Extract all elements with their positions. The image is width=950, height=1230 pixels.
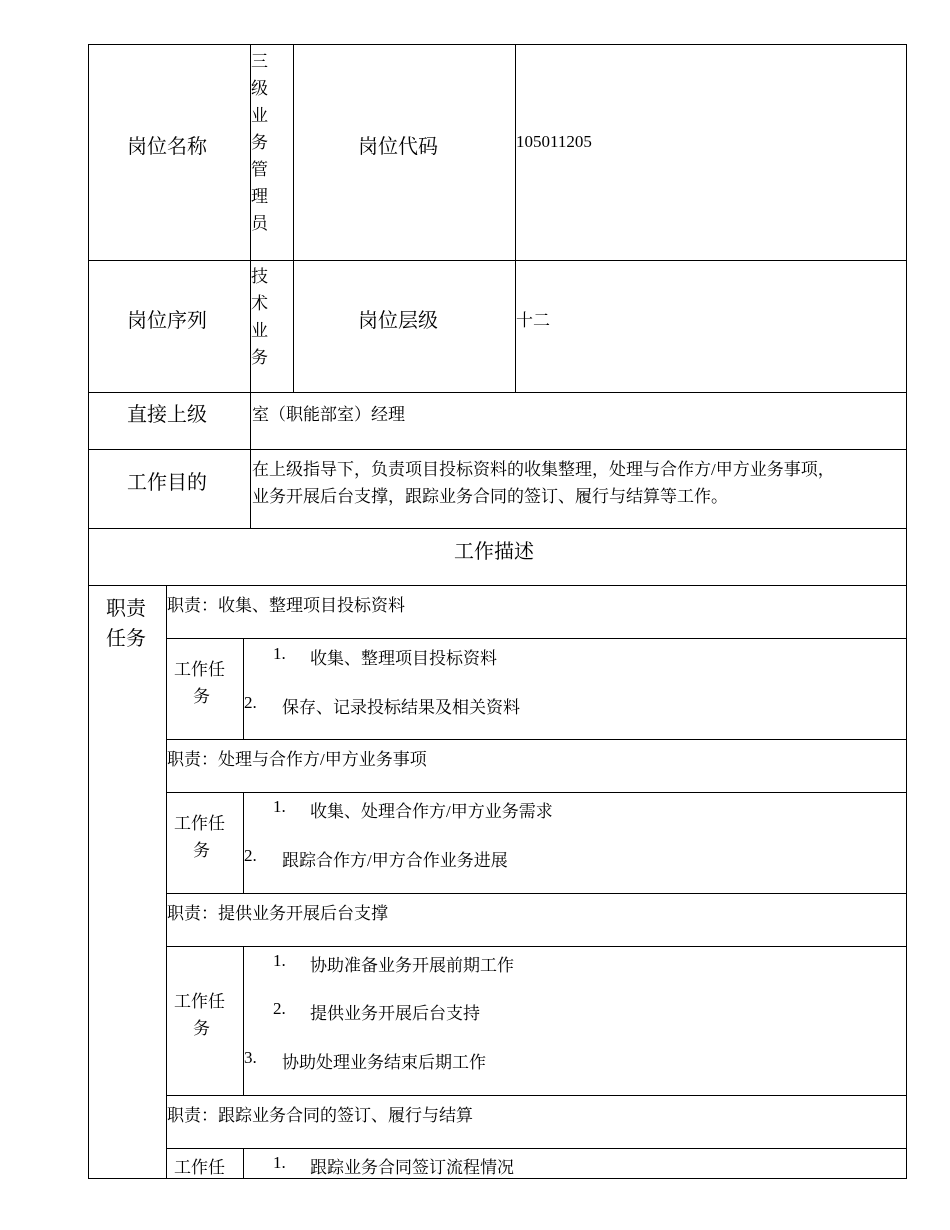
purpose-line-2: 业务开展后台支撑，跟踪业务合同的签订、履行与结算等工作。 <box>252 487 728 506</box>
task-label: 务 <box>193 1019 210 1038</box>
task-text: 协助处理业务结束后期工作 <box>282 1053 486 1072</box>
task-label: 工作任 <box>174 814 225 833</box>
task-text: 收集、整理项目投标资料 <box>310 649 497 668</box>
row-divider <box>166 739 907 740</box>
section-title: 工作描述 <box>454 541 534 563</box>
row-divider <box>166 1095 907 1096</box>
task-label: 工作任 <box>174 992 225 1011</box>
post-level-value: 十二 <box>516 311 550 330</box>
row-divider <box>88 260 907 261</box>
task-number: 1. <box>273 951 286 970</box>
duty-title: 职责：提供业务开展后台支撑 <box>167 904 388 923</box>
purpose-line-1: 在上级指导下，负责项目投标资料的收集整理，处理与合作方/甲方业务事项， <box>252 460 835 479</box>
task-label: 务 <box>193 841 210 860</box>
post-series-value: 技术业务 <box>251 267 268 367</box>
task-text: 协助准备业务开展前期工作 <box>310 956 514 975</box>
superior-value: 室（职能部室）经理 <box>252 405 405 424</box>
duty-title: 职责：处理与合作方/甲方业务事项 <box>167 750 427 769</box>
border-bottom <box>88 1178 907 1179</box>
post-series-label: 岗位序列 <box>127 310 207 332</box>
duty-label-line-1: 职责 <box>106 598 146 620</box>
post-name-value: 三级业务管理员 <box>251 52 268 233</box>
task-number: 2. <box>244 846 257 865</box>
duty-label-line-2: 任务 <box>106 628 146 650</box>
row-divider <box>88 449 907 450</box>
task-text: 保存、记录投标结果及相关资料 <box>282 698 520 717</box>
border-left <box>88 44 89 1179</box>
col-divider <box>166 585 167 1179</box>
task-label: 工作任 <box>174 660 225 679</box>
task-text: 跟踪合作方/甲方合作业务进展 <box>282 851 508 870</box>
purpose-label: 工作目的 <box>127 472 207 494</box>
border-top <box>88 44 907 45</box>
col-divider <box>293 44 294 393</box>
row-divider <box>166 792 907 793</box>
task-text: 收集、处理合作方/甲方业务需求 <box>310 802 553 821</box>
col-divider <box>243 638 244 740</box>
row-divider <box>166 946 907 947</box>
task-number: 1. <box>273 644 286 663</box>
task-text: 提供业务开展后台支持 <box>310 1004 480 1023</box>
post-name-label: 岗位名称 <box>127 136 207 158</box>
task-label: 工作任 <box>174 1158 225 1177</box>
row-divider <box>88 528 907 529</box>
superior-label: 直接上级 <box>127 404 207 426</box>
col-divider <box>515 44 516 393</box>
row-divider <box>166 893 907 894</box>
task-number: 1. <box>273 797 286 816</box>
row-divider <box>88 392 907 393</box>
post-code-label: 岗位代码 <box>358 136 438 158</box>
task-text: 跟踪业务合同签订流程情况 <box>310 1158 514 1177</box>
row-divider <box>166 1148 907 1149</box>
border-right <box>906 44 907 1179</box>
post-level-label: 岗位层级 <box>358 310 438 332</box>
col-divider <box>243 792 244 894</box>
task-number: 2. <box>273 999 286 1018</box>
task-number: 2. <box>244 693 257 712</box>
duty-title: 职责：跟踪业务合同的签订、履行与结算 <box>167 1106 473 1125</box>
row-divider <box>166 638 907 639</box>
duty-title: 职责：收集、整理项目投标资料 <box>167 596 405 615</box>
post-code-value: 105011205 <box>516 132 592 151</box>
task-number: 3. <box>244 1048 257 1067</box>
task-label: 务 <box>193 687 210 706</box>
col-divider <box>243 946 244 1096</box>
col-divider <box>243 1148 244 1179</box>
task-number: 1. <box>273 1153 286 1172</box>
row-divider <box>88 585 907 586</box>
